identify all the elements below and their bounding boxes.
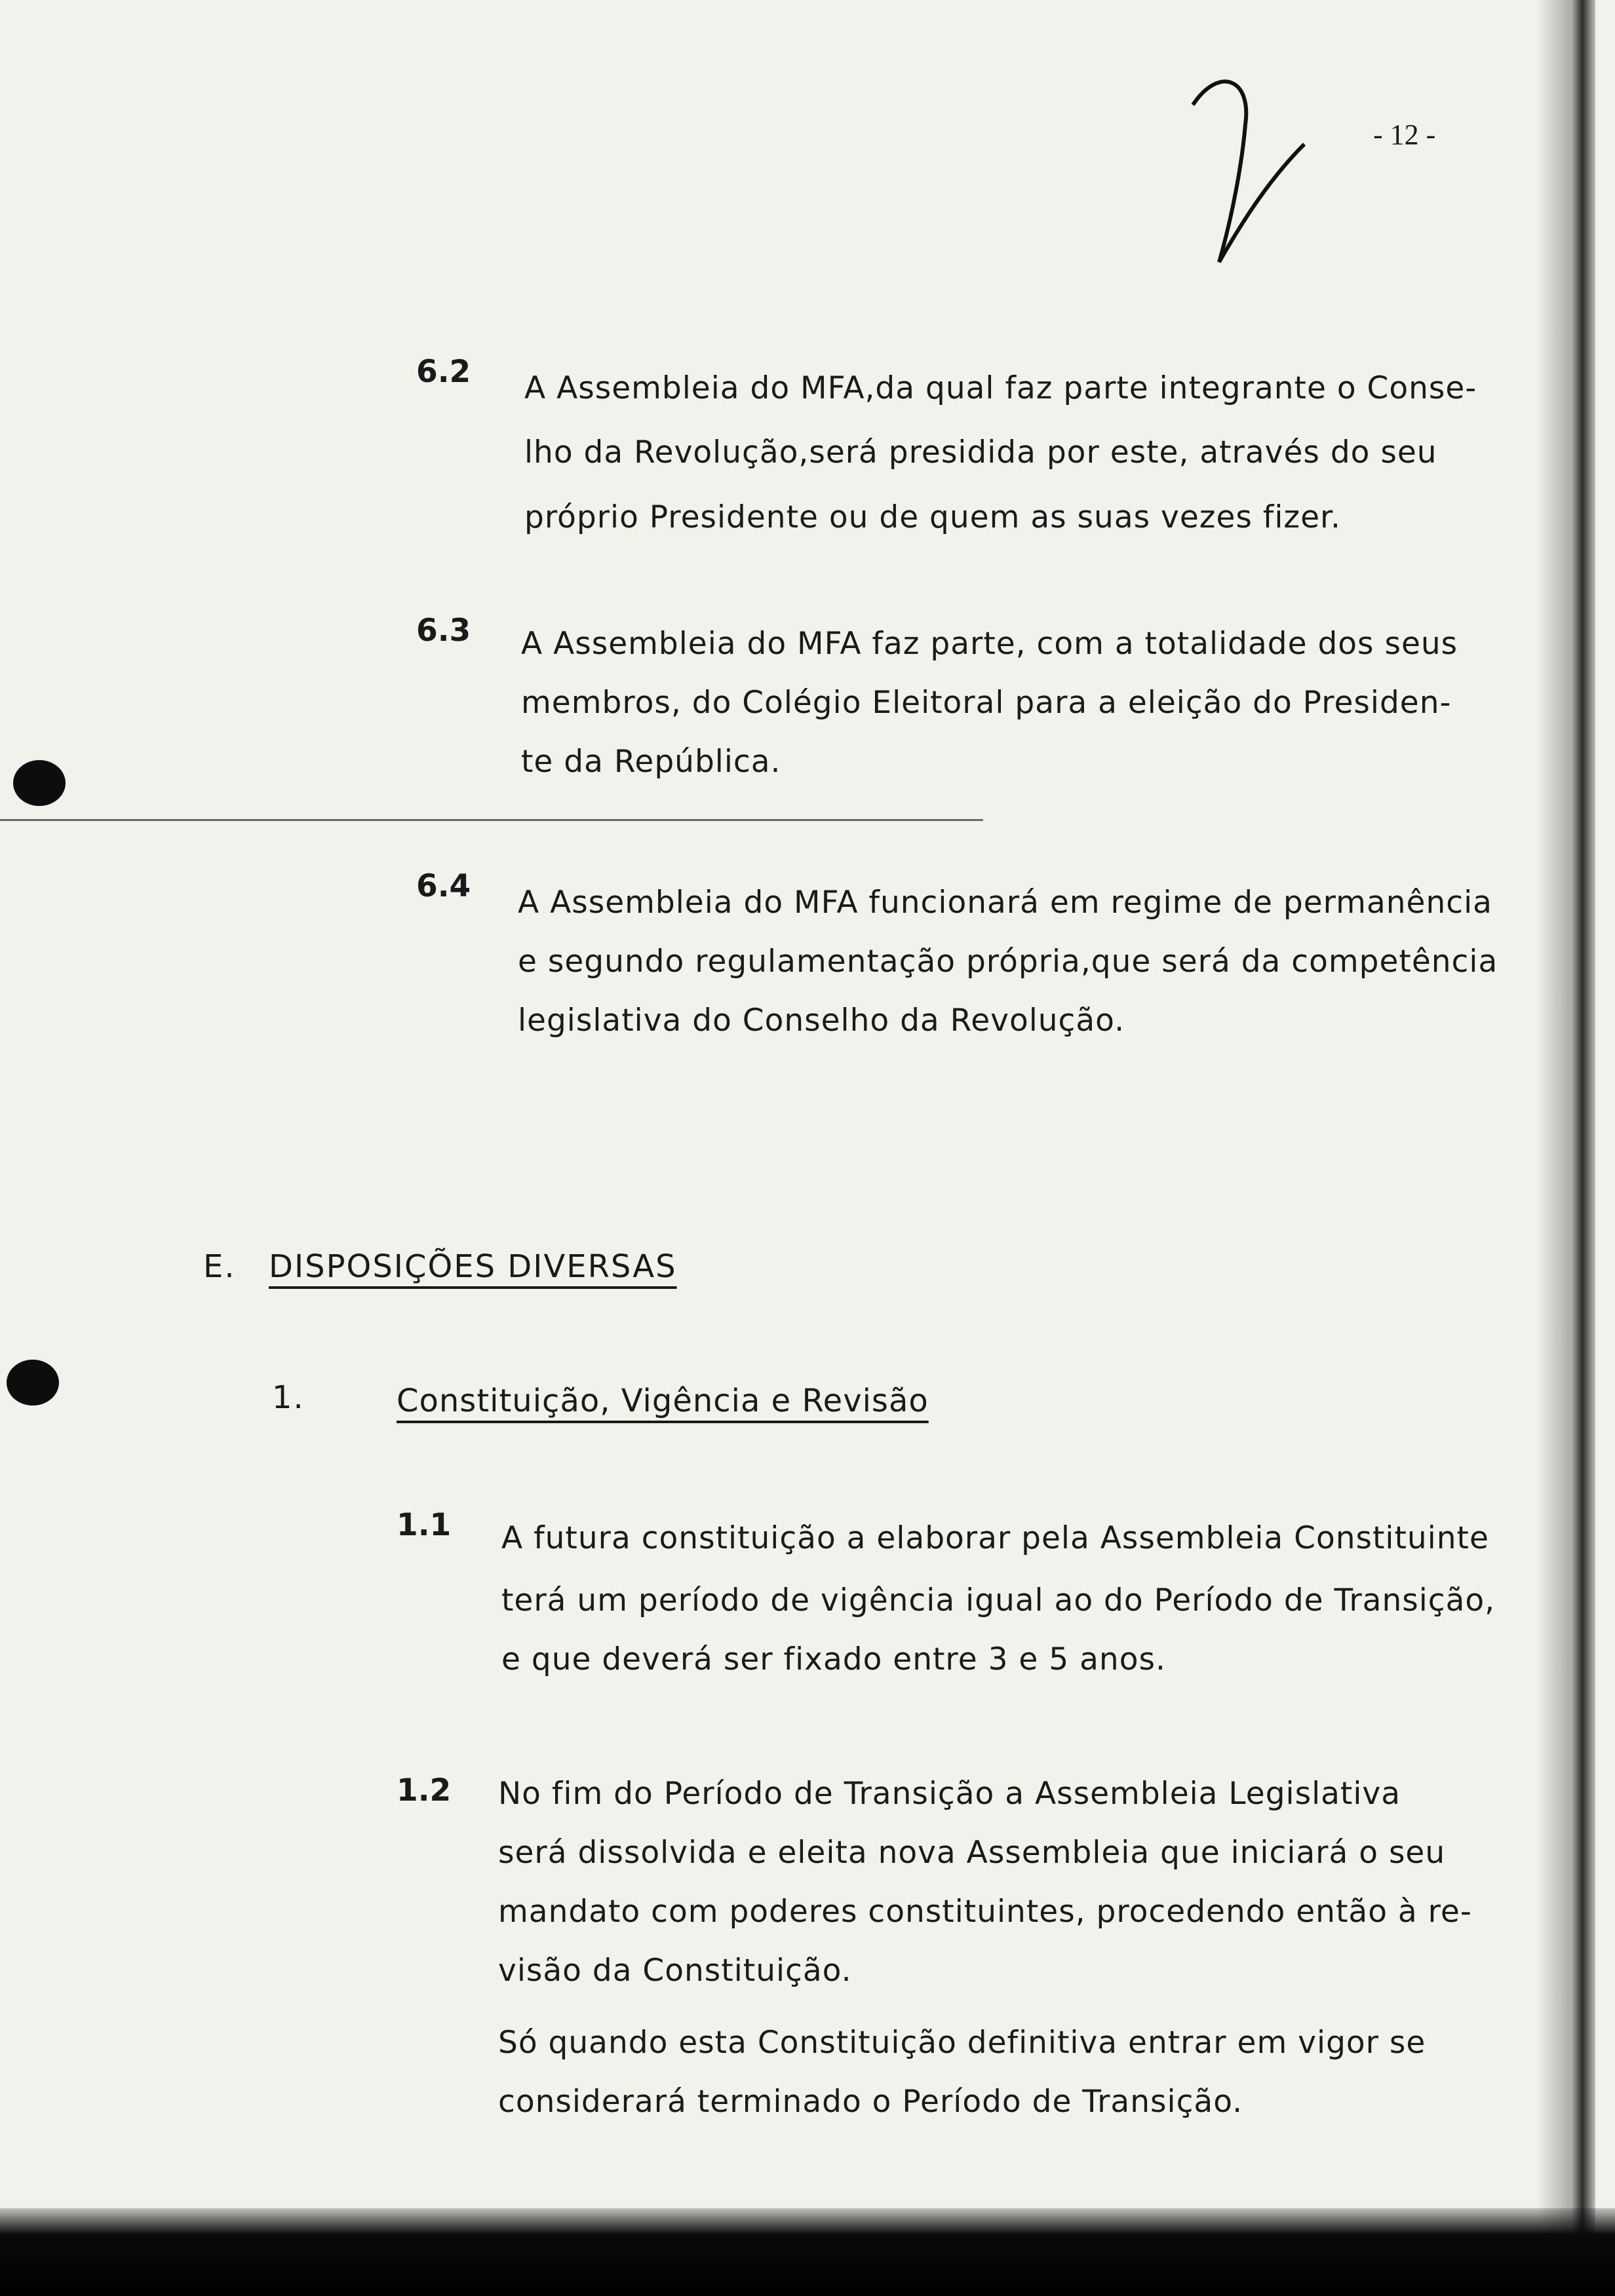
text-line: terá um período de vigência igual ao do Período de Transição, xyxy=(501,1582,1496,1618)
subheading-number: 1. xyxy=(272,1379,305,1416)
text-line: A Assembleia do MFA faz parte, com a totalidade dos seus xyxy=(521,626,1458,662)
heading-title: DISPOSIÇÕES DIVERSAS xyxy=(269,1248,677,1285)
section-number: 6.4 xyxy=(416,868,471,904)
text-line: considerará terminado o Período de Transição. xyxy=(498,2084,1243,2120)
text-line: No fim do Período de Transição a Assembleia Legislativa xyxy=(498,1776,1401,1812)
text-line: visão da Constituição. xyxy=(498,1953,852,1989)
section-number: 1.2 xyxy=(397,1772,452,1808)
text-line: próprio Presidente ou de quem as suas vezes fizer. xyxy=(524,499,1341,535)
text-line: e segundo regulamentação própria,que será da competência xyxy=(518,944,1498,980)
section-number: 6.3 xyxy=(416,613,471,649)
scan-horizontal-line xyxy=(0,819,983,821)
text-line: Só quando esta Constituição definitiva entrar em vigor se xyxy=(498,2025,1426,2061)
text-line: te da República. xyxy=(521,744,781,780)
text-line: será dissolvida e eleita nova Assembleia que iniciará o seu xyxy=(498,1835,1446,1871)
subheading-title: Constituição, Vigência e Revisão xyxy=(397,1383,929,1419)
section-number: 6.2 xyxy=(416,354,471,390)
section-number: 1.1 xyxy=(397,1507,452,1543)
scan-bottom-band xyxy=(0,2208,1615,2296)
text-line: A Assembleia do MFA,da qual faz parte integrante o Conse- xyxy=(524,370,1477,406)
text-line: legislativa do Conselho da Revolução. xyxy=(518,1003,1125,1039)
punch-hole-mark xyxy=(7,1360,59,1406)
page-number: - 12 - xyxy=(1373,119,1436,151)
handwritten-initial xyxy=(1180,66,1337,275)
text-line: A futura constituição a elaborar pela Assembleia Constituinte xyxy=(501,1520,1489,1556)
text-line: mandato com poderes constituintes, procedendo então à re- xyxy=(498,1894,1472,1930)
text-line: membros, do Colégio Eleitoral para a eleição do Presiden- xyxy=(521,685,1452,721)
punch-hole-mark xyxy=(13,760,66,806)
text-line: A Assembleia do MFA funcionará em regime de permanência xyxy=(518,885,1492,921)
text-line: lho da Revolução,será presidida por este, através do seu xyxy=(524,434,1437,470)
text-line: e que deverá ser fixado entre 3 e 5 anos. xyxy=(501,1641,1166,1677)
scan-edge-shadow xyxy=(1536,0,1595,2296)
heading-letter: E. xyxy=(203,1248,236,1285)
